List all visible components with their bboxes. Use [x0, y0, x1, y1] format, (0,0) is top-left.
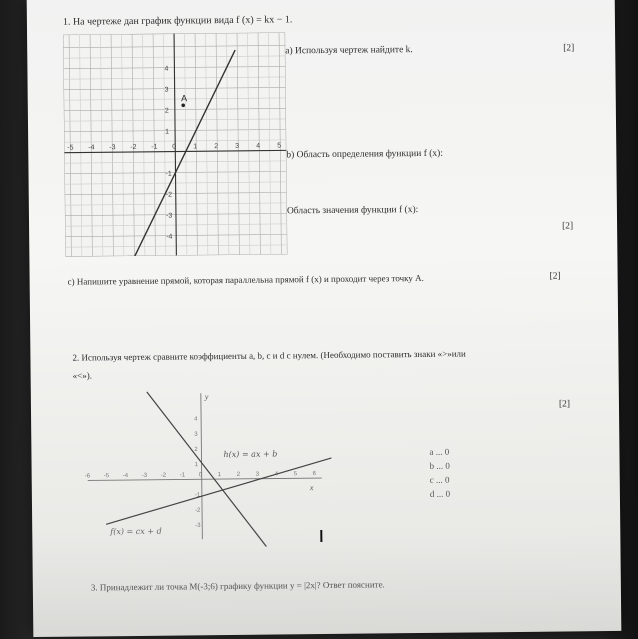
q1-part-b-marks: [2] [562, 221, 574, 232]
worksheet-page [27, 0, 622, 637]
q1-x-tick-label: -1 [151, 143, 158, 151]
q1-point-a-label: A [181, 93, 188, 104]
q1-y-tick-label: -1 [165, 170, 172, 178]
q1-x-tick-label: 2 [214, 143, 219, 151]
q2-x-tick-label: 1 [217, 472, 222, 479]
q2-x-tick-label: 0 [198, 472, 203, 479]
q2-x-tick-label: -1 [179, 472, 186, 479]
q1-x-tick-label: 1 [193, 143, 198, 151]
q2-y-tick-label: -3 [195, 522, 201, 529]
q2-x-tick-label: 6 [312, 471, 317, 478]
q2-y-tick-label: -2 [195, 507, 201, 514]
q2-coef-a: a ... 0 [429, 446, 450, 457]
q2-x-tick-label: 3 [255, 471, 260, 478]
q1-part-c-marks: [2] [549, 271, 561, 282]
q1-x-tick-label: 3 [235, 142, 240, 150]
q2-y-tick-label: 1 [194, 462, 198, 469]
q2-x-tick-label: -2 [160, 472, 167, 479]
q2-y-tick-label: 4 [194, 416, 198, 423]
q2-coef-d: d ... 0 [429, 488, 451, 499]
q1-x-tick-label: -4 [88, 144, 95, 152]
q1-y-tick-label: 1 [165, 128, 170, 136]
q2-h-label: h(x) = ax + b [223, 449, 278, 460]
q1-part-a: a) Используя чертеж найдите k. [285, 45, 413, 57]
q2-x-tick-label: 5 [293, 471, 298, 478]
q1-y-tick-label: 2 [164, 107, 169, 115]
q1-y-tick-label: -4 [166, 233, 173, 241]
q2-y-tick-label: 2 [194, 446, 198, 453]
q2-x-tick-label: 2 [236, 471, 241, 478]
q2-text-line2: «<»). [72, 370, 93, 381]
q2-line-h [147, 391, 267, 548]
q1-y-tick-label: -3 [165, 212, 173, 220]
q2-x-tick-label: -5 [103, 473, 110, 480]
q1-y-tick-label: 3 [164, 86, 169, 94]
q2-graph [69, 386, 333, 549]
q2-x-axis-label: x [309, 483, 314, 493]
q2-marks: [2] [558, 399, 571, 410]
q2-coef-b: b ... 0 [429, 460, 450, 471]
q2-coefficient-list [429, 445, 450, 501]
q1-part-b-domain: b) Область определения функции f (x): [286, 148, 444, 161]
q1-part-a-marks: [2] [563, 43, 575, 54]
q1-header: 1. На чертеже дан график функции вида f (x) = kx − 1. [62, 14, 293, 28]
q1-part-b-range: Область значения функции f (x): [286, 205, 419, 217]
q1-y-tick-label: 4 [164, 65, 169, 73]
q1-y-tick-label: -2 [165, 191, 173, 199]
q2-y-tick-label: 3 [194, 431, 198, 438]
q3-text: 3. Принадлежит ли точка M(-3;6) графику функции y = |2x|? Ответ поясните. [90, 579, 385, 593]
q2-y-tick-label: -1 [194, 492, 201, 499]
q1-x-tick-label: 4 [256, 142, 261, 150]
q1-part-c: c) Напишите уравнение прямой, которая параллельна прямой f (x) и проходит через точку A. [67, 272, 424, 287]
q1-x-tick-label: 5 [277, 142, 282, 150]
q2-coef-c: c ... 0 [429, 474, 450, 485]
q2-x-tick-label: -4 [122, 473, 129, 480]
q2-x-tick-label: -3 [141, 472, 148, 479]
q2-line-f [103, 458, 333, 524]
q1-x-tick-label: 0 [172, 143, 177, 151]
q2-f-label: f(x) = cx + d [110, 526, 162, 537]
q1-x-tick-label: -2 [130, 143, 137, 152]
q1-graph [63, 32, 287, 256]
q2-text-line1: 2. Используя чертеж сравните коэффициенты a, b, c и d с нулем. (Необходимо поставить знаки «>»или [72, 348, 466, 363]
q2-y-axis [198, 393, 203, 539]
q1-x-tick-label: -5 [67, 144, 74, 152]
q2-y-axis-label: y [204, 392, 209, 402]
text-cursor [320, 530, 322, 542]
q1-x-tick-label: -3 [109, 144, 116, 152]
q2-x-tick-label: -6 [84, 473, 91, 480]
